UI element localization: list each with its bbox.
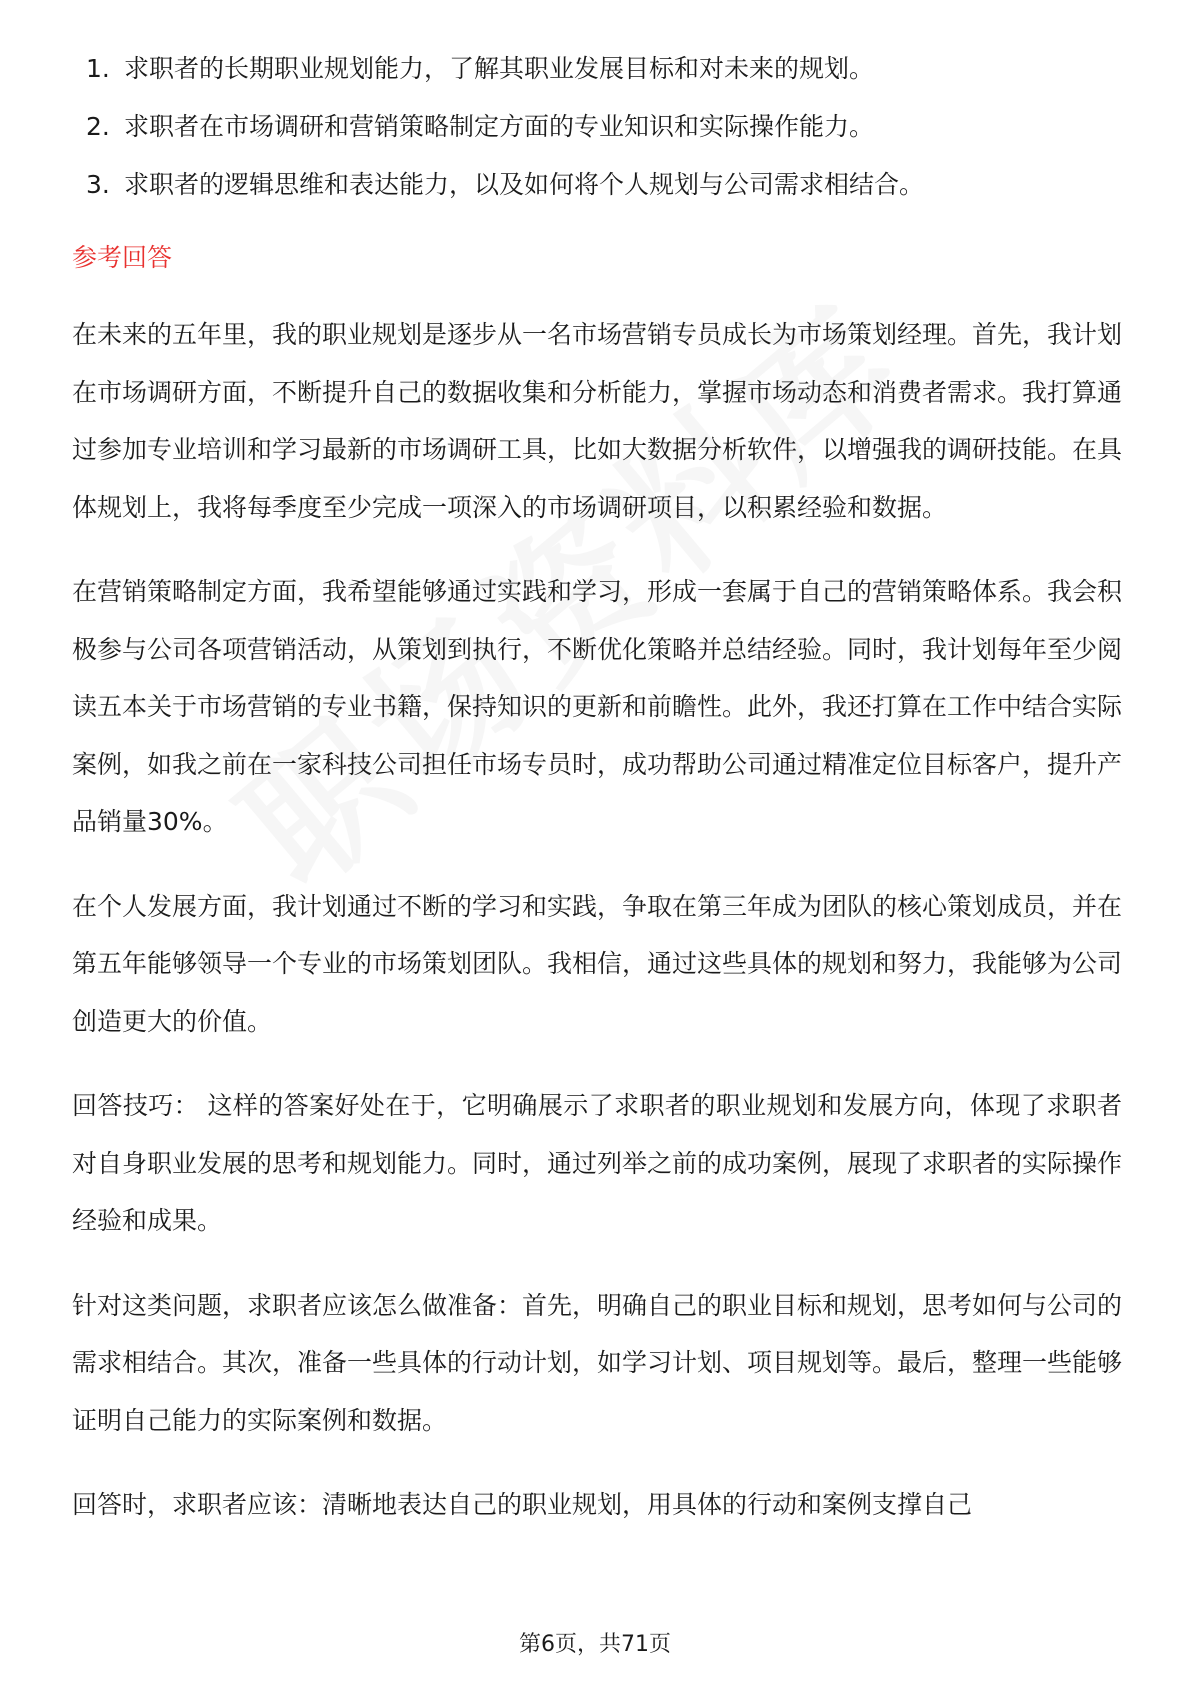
page-footer: 第6页，共71页 bbox=[519, 1632, 671, 1657]
answer-paragraph: 在未来的五年里，我的职业规划是逐步从一名市场营销专员成长为市场策划经理。首先，我计划在市场调研方面，不断提升自己的数据收集和分析能力，掌握市场动态和消费者需求。我打算通过参加专业培训和学习最新的市场调研工具，比如大数据分析软件，以增强我的调研技能。在具体规划上，我将每季度至少完成一项深入的市场调研项目，以积累经验和数据。 bbox=[72, 320, 1123, 522]
answer-guidance-paragraph: 回答时，求职者应该：清晰地表达自己的职业规划，用具体的行动和案例支撑自己 bbox=[72, 1490, 973, 1519]
section-heading: 参考回答 bbox=[72, 243, 173, 272]
list-item bbox=[72, 98, 1122, 156]
list-text: 求职者在市场调研和营销策略制定方面的专业知识和实际操作能力。 bbox=[124, 112, 875, 141]
list-text: 求职者的逻辑思维和表达能力，以及如何将个人规划与公司需求相结合。 bbox=[124, 170, 925, 199]
page-content bbox=[72, 40, 1122, 1561]
evaluation-points-list bbox=[72, 40, 1122, 214]
answer-paragraph: 在营销策略制定方面，我希望能够通过实践和学习，形成一套属于自己的营销策略体系。我会积极参与公司各项营销活动，从策划到执行，不断优化策略并总结经验。同时，我计划每年至少阅读五本关于市场营销的专业书籍，保持知识的更新和前瞻性。此外，我还打算在工作中结合实际案例，如我之前在一家科技公司担任市场专员时，成功帮助公司通过精准定位目标客户，提升产品销量30%。 bbox=[72, 577, 1123, 836]
answer-paragraph: 在个人发展方面，我计划通过不断的学习和实践，争取在第三年成为团队的核心策划成员，并在第五年能够领导一个专业的市场策划团队。我相信，通过这些具体的规划和努力，我能够为公司创造更大的价值。 bbox=[72, 891, 1123, 1036]
list-number: 3. bbox=[86, 170, 110, 199]
list-text: 求职者的长期职业规划能力，了解其职业发展目标和对未来的规划。 bbox=[124, 54, 875, 83]
list-number: 1. bbox=[86, 54, 110, 83]
preparation-paragraph: 针对这类问题，求职者应该怎么做准备：首先，明确自己的职业目标和规划，思考如何与公司的需求相结合。其次，准备一些具体的行动计划，如学习计划、项目规划等。最后，整理一些能够证明自己能力的实际案例和数据。 bbox=[72, 1290, 1123, 1435]
list-item bbox=[72, 40, 1122, 98]
list-number: 2. bbox=[86, 112, 110, 141]
tips-paragraph: 回答技巧： 这样的答案好处在于，它明确展示了求职者的职业规划和发展方向，体现了求职者对自身职业发展的思考和规划能力。同时，通过列举之前的成功案例，展现了求职者的实际操作经验和成果。 bbox=[72, 1091, 1123, 1235]
list-item bbox=[72, 156, 1122, 214]
